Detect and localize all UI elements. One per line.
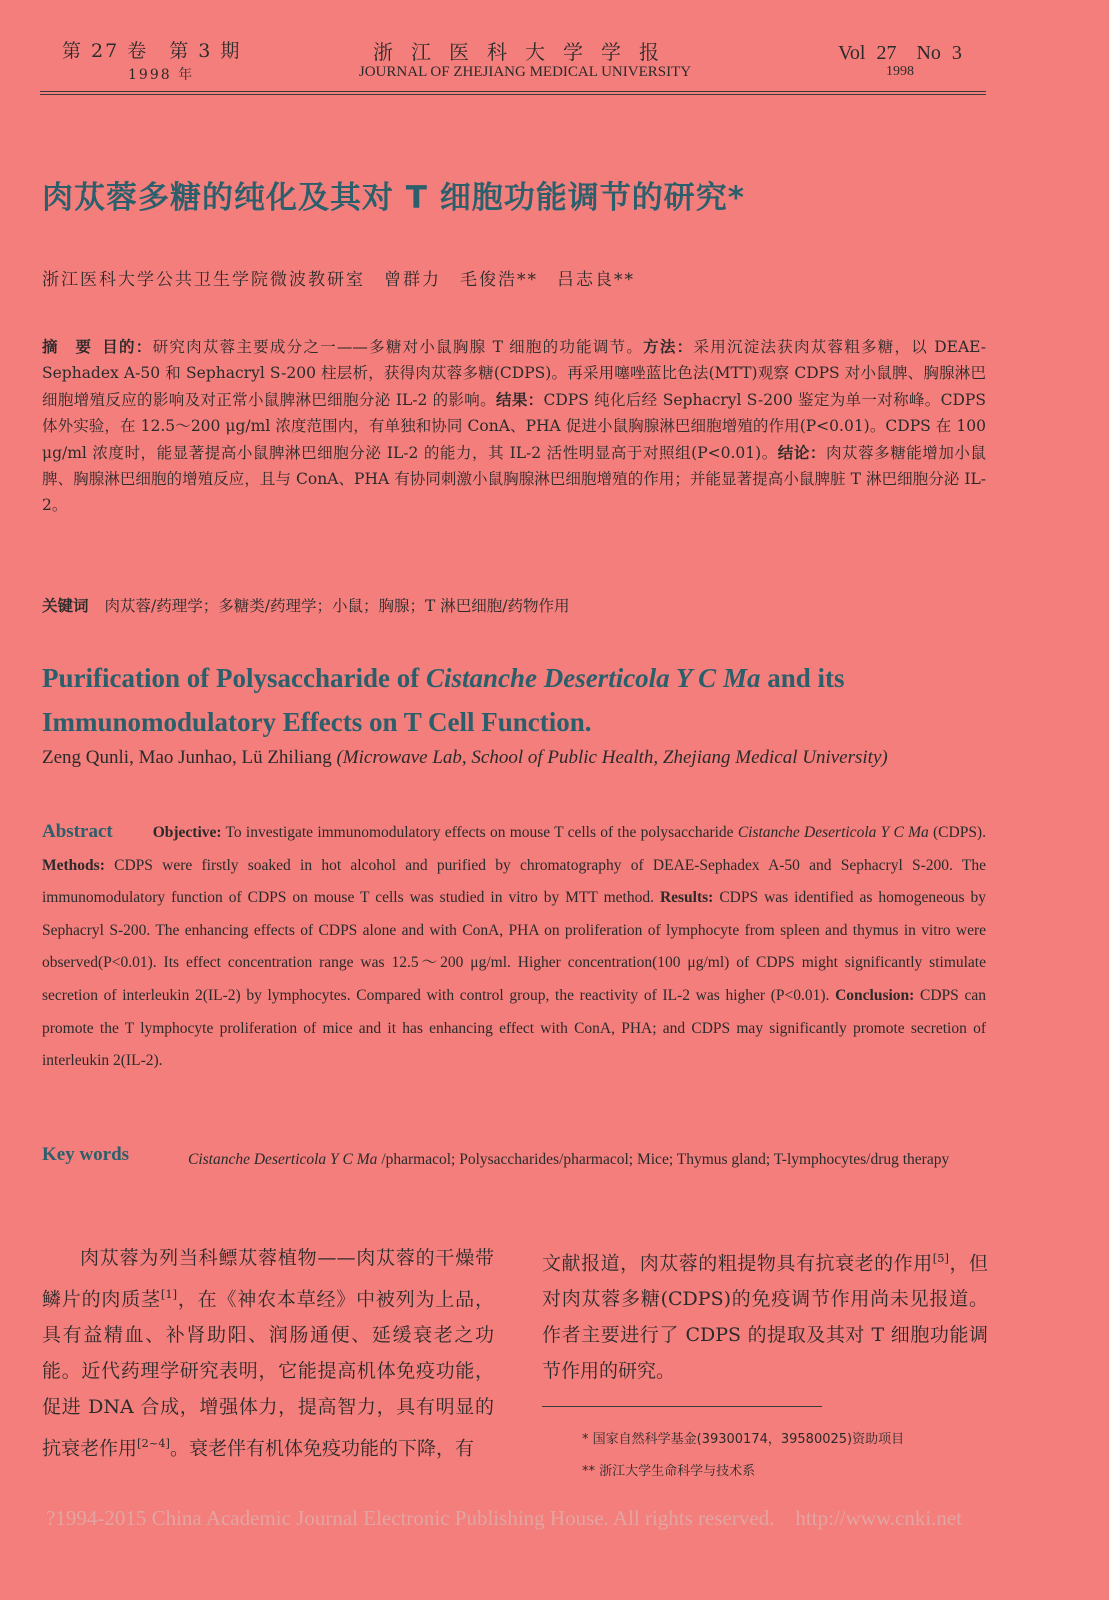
methods-label-cn: 方法： — [643, 338, 694, 356]
body-right-a: 文献报道，肉苁蓉的粗提物具有抗衰老的作用 — [542, 1252, 933, 1275]
objective-label-en: Objective: — [152, 824, 222, 841]
conclusion-en: CDPS can promote the T lymphocyte proliferation of mice and it has enhancing effect with ConA, PHA; and CDPS may significantly promote secretion of interleukin 2(IL-2). — [42, 986, 986, 1070]
header-rule — [40, 91, 986, 92]
header-year-en: 1998 — [886, 64, 914, 79]
copyright-watermark: ?1994-2015 China Academic Journal Electronic Publishing House. All rights reserved. http://www.cnki.net — [46, 1506, 963, 1530]
article-title-cn: 肉苁蓉多糖的纯化及其对 T 细胞功能调节的研究* — [42, 180, 745, 216]
footnote-funding: * 国家自然科学基金(39300174，39580025)资助项目 — [582, 1432, 905, 1447]
body-column-left — [42, 1240, 494, 1467]
ref-5: [5] — [932, 1251, 949, 1265]
authors-en — [42, 744, 986, 772]
ref-1: [1] — [160, 1287, 178, 1301]
body-left-a: 肉苁蓉为列当科鳔苁蓉植物——肉苁蓉的干燥带鳞片的肉质茎 — [42, 1247, 494, 1311]
body-column-right — [542, 1240, 988, 1389]
conclusion-label-en: Conclusion: — [835, 986, 915, 1004]
author-names-en: Zeng Qunli, Mao Junhao, Lü Zhiliang — [42, 747, 332, 768]
title-en-part1: Purification of Polysaccharide of — [42, 663, 426, 693]
objective-label-cn: 目的： — [102, 338, 153, 356]
journal-name-en: JOURNAL OF ZHEJIANG MEDICAL UNIVERSITY — [358, 64, 692, 80]
authors-cn: 浙江医科大学公共卫生学院微波教研室 曾群力 毛俊浩** 吕志良** — [42, 270, 635, 290]
article-title-en — [42, 656, 986, 744]
footnote-affiliation: ** 浙江大学生命科学与技术系 — [582, 1464, 756, 1479]
keywords-cn — [42, 594, 569, 616]
results-label-cn: 结果： — [495, 390, 544, 409]
header-year-cn: 1998 年 — [128, 67, 195, 83]
keywords-en-label: Key words — [42, 1144, 130, 1165]
conclusion-label-cn: 结论： — [777, 443, 826, 462]
journal-name-cn: 浙江医科大学学报 — [373, 40, 677, 64]
conclusion-cn: 肉苁蓉多糖能增加小鼠脾、胸腺淋巴细胞的增殖反应，且与 ConA、PHA 有协同刺激小鼠胸腺淋巴细胞增殖的作用；并能显著提高小鼠脾脏 T 淋巴细胞分泌 IL-2。 — [42, 443, 986, 515]
body-left-b: ，在《神农本草经》中被列为上品，具有益精血、补肾助阳、润肠通便、延缓衰老之功能。近代药理学研究表明，它能提高机体免疫功能，促进 DNA 合成，增强体力，提高智力，具有明显的抗衰老作用 — [42, 1288, 494, 1460]
header-volume-cn: 第 27 卷 第 3 期 — [62, 40, 242, 62]
objective-en-a: To investigate immunomodulatory effects on mouse T cells of the polysaccharide — [221, 824, 738, 841]
methods-label-en: Methods: — [42, 856, 105, 874]
ref-2-4: [2~4] — [137, 1436, 170, 1451]
objective-en-b: (CDPS). — [928, 824, 986, 841]
objective-cn: 研究肉苁蓉主要成分之一——多糖对小鼠胸腺 T 细胞的功能调节。 — [152, 338, 644, 356]
keywords-cn-text: 肉苁蓉/药理学；多糖类/药理学；小鼠；胸腺；T 淋巴细胞/药物作用 — [104, 597, 570, 615]
results-cn: CDPS 纯化后经 Sephacryl S-200 鉴定为单一对称峰。CDPS 体外实验，在 12.5～200 μg/ml 浓度范围内，有单独和协同 ConA、PHA 促进小鼠胸腺淋巴细胞增殖的作用(P<0.01)。CDPS 在 100 μg/ml 浓度时，能显著提高小鼠脾淋巴细胞分泌 IL-2 的能力，其 IL-2 活性明显高于对照组(P<0.01)。 — [42, 390, 986, 462]
results-en: CDPS was identified as homogeneous by Sephacryl S-200. The enhancing effects of CDPS alone and with ConA, PHA on proliferation of lymphocyte from spleen and thymus in vitro were observed(P<0.01). Its effect concentration range was 12.5～200 μg/ml. Higher concentration(100 μg/ml) of CDPS might significantly stimulate secretion of interleukin 2(IL-2) by lymphocytes. Compared with control group, the reactivity of IL-2 was higher (P<0.01). — [42, 889, 986, 1004]
keywords-en-text: /pharmacol; Polysaccharides/pharmacol; Mice; Thymus gland; T-lymphocytes/drug therapy — [377, 1151, 950, 1168]
abstract-cn — [42, 334, 986, 519]
abstract-en-label: Abstract — [42, 821, 113, 842]
affiliation-en: (Microwave Lab, School of Public Health, Zhejiang Medical University) — [336, 747, 888, 768]
footnote-rule — [542, 1406, 822, 1407]
results-label-en: Results: — [659, 889, 714, 907]
title-en-part2: and its Immunomodulatory Effects on T Cell Function. — [42, 663, 845, 737]
header-rule-2 — [40, 94, 986, 95]
methods-en: CDPS were firstly soaked in hot alcohol and purified by chromatography of DEAE-Sephadex A-50 and Sephacryl S-200. The immunomodulatory function of CDPS on mouse T cells was studied in vitro by MTT method. — [42, 856, 986, 907]
keywords-cn-label: 关键词 — [42, 597, 89, 615]
abstract-cn-label: 摘 要 — [42, 338, 93, 356]
abstract-en — [42, 816, 986, 1078]
body-left-c: 。衰老伴有机体免疫功能的下降，有 — [169, 1437, 474, 1460]
body-right-b: ，但对肉苁蓉多糖(CDPS)的免疫调节作用尚未见报道。作者主要进行了 CDPS 的提取及其对 T 细胞功能调节作用的研究。 — [542, 1252, 988, 1383]
keywords-en-species: Cistanche Deserticola Y C Ma — [188, 1151, 378, 1168]
methods-cn: 采用沉淀法获肉苁蓉粗多糖，以 DEAE-Sephadex A-50 和 Sephacryl S-200 柱层析，获得肉苁蓉多糖(CDPS)。再采用噻唑蓝比色法(MTT)观察 CDPS 对小鼠脾、胸腺淋巴细胞增殖反应的影响及对正常小鼠脾淋巴细胞分泌 IL-2 的影响。 — [42, 338, 986, 409]
header-volume-en: Vol 27 No 3 — [838, 42, 962, 64]
keywords-en — [188, 1144, 988, 1176]
objective-en-species: Cistanche Deserticola Y C Ma — [737, 824, 929, 841]
title-en-species: Cistanche Deserticola Y C Ma — [425, 663, 761, 693]
